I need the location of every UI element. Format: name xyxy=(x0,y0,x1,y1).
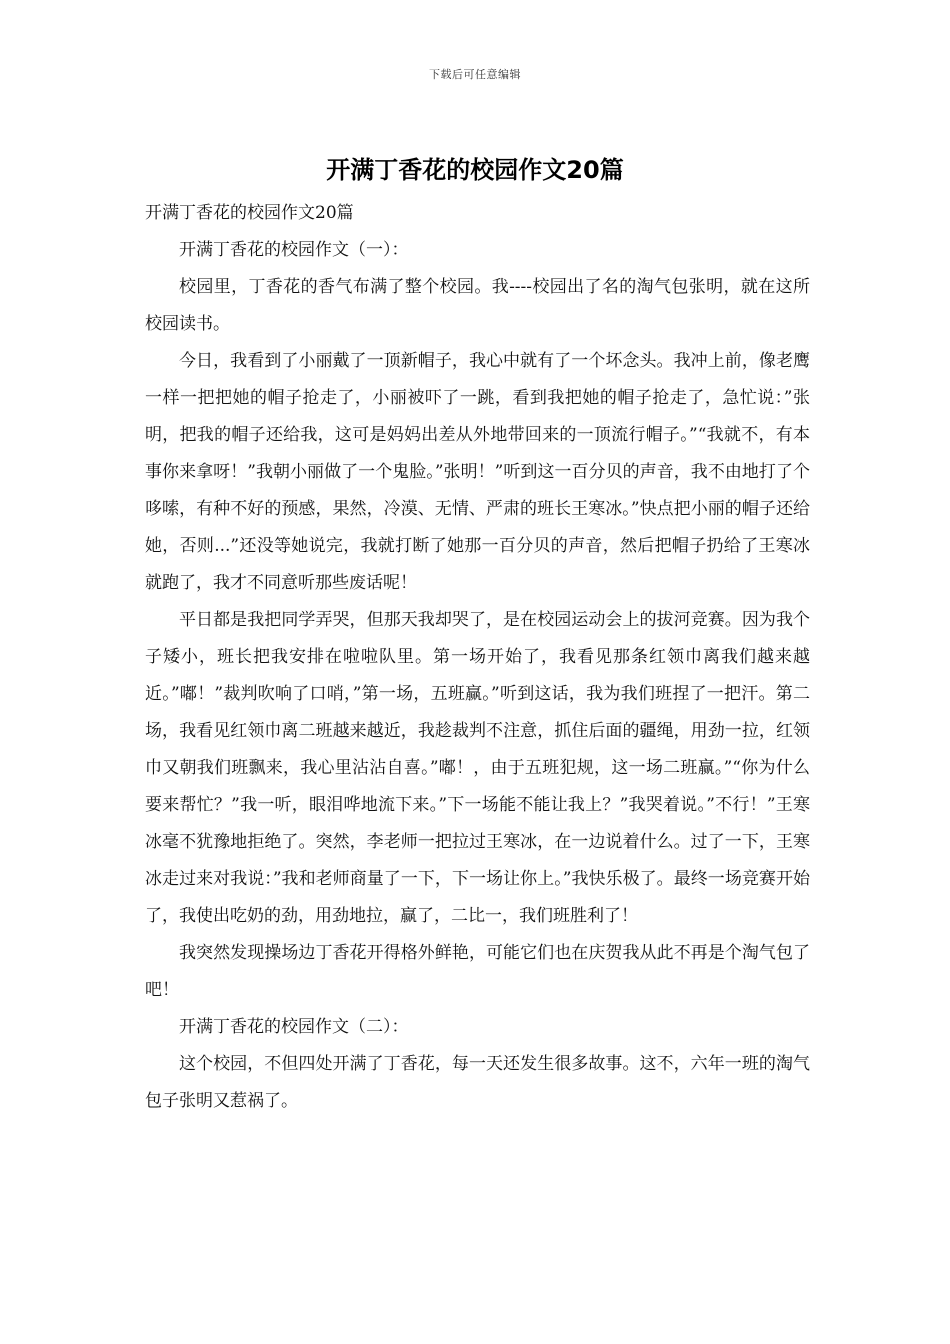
header-note: 下载后可任意编辑 xyxy=(429,68,521,81)
section-heading: 开满丁香花的校园作文（一）： xyxy=(179,240,409,260)
document-title: 开满丁香花的校园作文20篇 xyxy=(326,156,624,184)
document-body xyxy=(145,195,810,1120)
paragraph: 我突然发现操场边丁香花开得格外鲜艳，可能它们也在庆贺我从此不再是个淘气包了吧！ xyxy=(145,943,810,1000)
paragraph: 今日，我看到了小丽戴了一顶新帽子，我心中就有了一个坏念头。我冲上前，像老鹰一样一把把她的帽子抢走了，小丽被吓了一跳，看到我把她的帽子抢走了，急忙说：”张明，把我的帽子还给我，这可是妈妈出差从外地带回来的一顶流行帽子。”“我就不，有本事你来拿呀！”我朝小丽做了一个鬼脸。”张明！”听到这一百分贝的声音，我不由地打了个哆嗦，有种不好的预感，果然，冷漠、无情、严肃的班长王寒冰。”快点把小丽的帽子还给她，否则...”还没等她说完，我就打断了她那一百分贝的声音，然后把帽子扔给了王寒冰就跑了，我才不同意听那些废话呢！ xyxy=(145,351,810,593)
section-heading: 开满丁香花的校园作文（二）： xyxy=(179,1017,409,1037)
paragraph: 平日都是我把同学弄哭，但那天我却哭了，是在校园运动会上的拔河竞赛。因为我个子矮小，班长把我安排在啦啦队里。第一场开始了，我看见那条红领巾离我们越来越近。”嘟！”裁判吹响了口哨，”第一场，五班赢。”听到这话，我为我们班捏了一把汗。第二场，我看见红领巾离二班越来越近，我趁裁判不注意，抓住后面的疆绳，用劲一拉，红领巾又朝我们班飘来，我心里沾沾自喜。”嘟！，由于五班犯规，这一场二班赢。”“你为什么要来帮忙？”我一听，眼泪哗地流下来。”下一场能不能让我上？”我哭着说。”不行！”王寒冰毫不犹豫地拒绝了。突然，李老师一把拉过王寒冰，在一边说着什么。过了一下，王寒冰走过来对我说：”我和老师商量了一下，下一场让你上。”我快乐极了。最终一场竞赛开始了，我使出吃奶的劲，用劲地拉，赢了，二比一，我们班胜利了！ xyxy=(145,610,810,926)
paragraph: 校园里，丁香花的香气布满了整个校园。我----校园出了名的淘气包张明，就在这所校园读书。 xyxy=(145,277,810,334)
paragraph: 开满丁香花的校园作文20篇 xyxy=(145,203,354,223)
paragraph: 这个校园，不但四处开满了丁香花，每一天还发生很多故事。这不，六年一班的淘气包子张明又惹祸了。 xyxy=(145,1054,810,1111)
